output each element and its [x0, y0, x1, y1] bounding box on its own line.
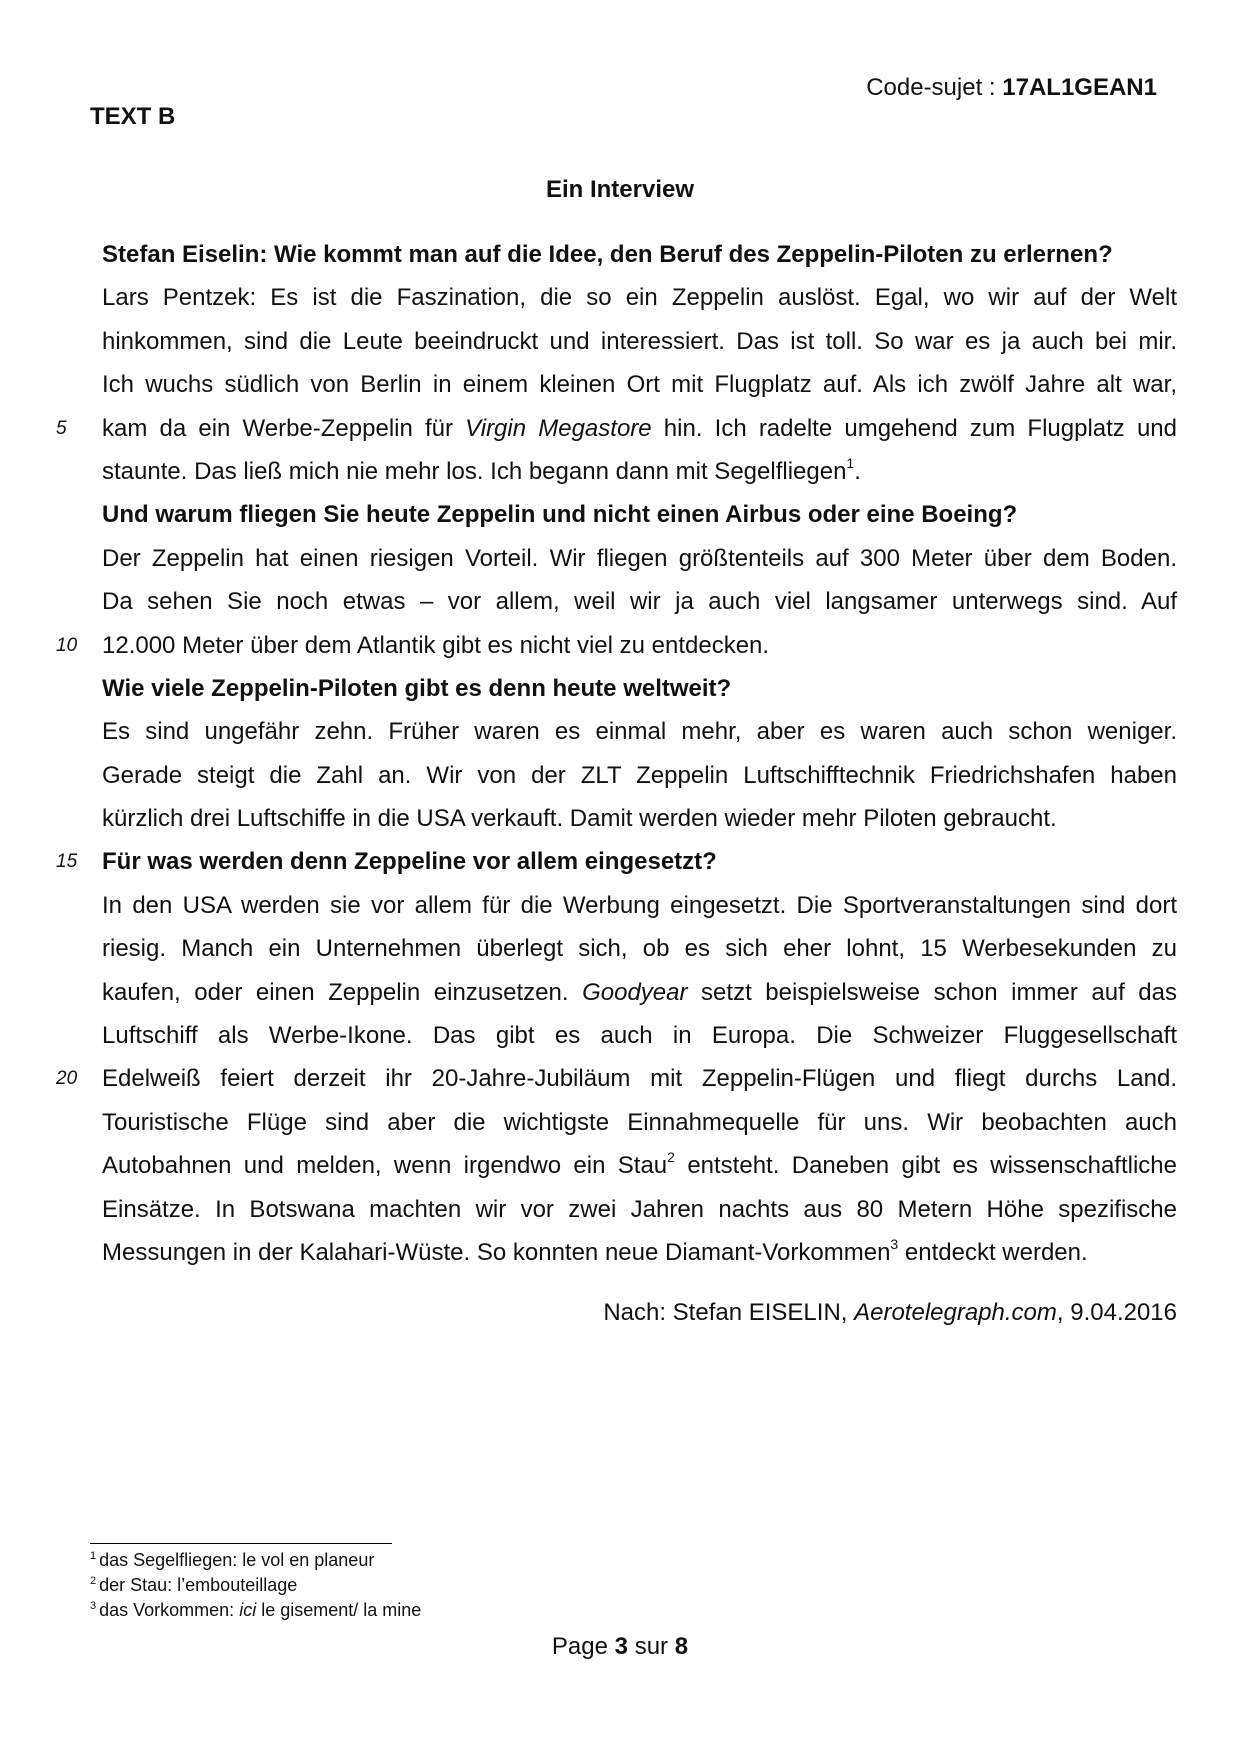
text-line: In den USA werden sie vor allem für die Werbung eingesetzt. Die Sportveranstaltungen sind dort — [102, 891, 1177, 919]
source-citation: Nach: Stefan EISELIN, Aerotelegraph.com, 9.04.2016 — [603, 1299, 1177, 1326]
source-site: Aerotelegraph.com — [854, 1299, 1057, 1326]
code-sujet-label: Code-sujet : — [866, 74, 996, 101]
footnote-ref: 2 — [667, 1149, 675, 1166]
text-line: kaufen, oder einen Zeppelin einzusetzen. Goodyear setzt beispielsweise schon immer auf das — [102, 978, 1177, 1006]
footnote: $^3$ das Vorkommen: ici le gisement/ la mine — [90, 1600, 422, 1620]
line-number: 10 — [56, 634, 78, 656]
text-line: Ich wuchs südlich von Berlin in einem kleinen Ort mit Flugplatz auf. Als ich zwölf Jahre alt war, — [102, 371, 1177, 399]
footnote: $^1$ das Segelfliegen: le vol en planeur — [90, 1550, 375, 1570]
footnote: $^2$ der Stau: l’embouteillage — [90, 1575, 298, 1595]
interview-body — [56, 233, 1178, 1274]
question-line: Und warum fliegen Sie heute Zeppelin und nicht einen Airbus oder eine Boeing? — [102, 501, 1018, 529]
page-number: Page 3 sur 8 — [551, 1633, 689, 1660]
text-line: Autobahnen und melden, wenn irgendwo ein Stau$^2$ entsteht. Daneben gibt es wissenschaftliche — [102, 1149, 1177, 1180]
text-line: Der Zeppelin hat einen riesigen Vorteil. Wir fliegen größtenteils auf 300 Meter über dem Boden. — [102, 544, 1177, 572]
footnote-divider — [90, 1543, 392, 1544]
line-number: 5 — [56, 417, 67, 439]
section-label: TEXT B — [90, 103, 176, 130]
text-line: Touristische Flüge sind aber die wichtigste Einnahmequelle für uns. Wir beobachten auch — [102, 1108, 1177, 1136]
text-line: riesig. Manch ein Unternehmen überlegt sich, ob es sich eher lohnt, 15 Werbesekunden zu — [102, 935, 1177, 963]
text-line: hinkommen, sind die Leute beeindruckt und interessiert. Das ist toll. So war es ja auch bei mir. — [102, 327, 1177, 355]
question-line: Stefan Eiselin: Wie kommt man auf die Idee, den Beruf des Zeppelin-Piloten zu erlernen? — [102, 241, 1113, 268]
line-number: 15 — [56, 851, 78, 873]
code-sujet-value: 17AL1GEAN1 — [1002, 74, 1157, 101]
text-line: 20 Edelweiß feiert derzeit ihr 20-Jahre-Jubiläum mit Zeppelin-Flügen und fliegt durchs Land. — [102, 1057, 1177, 1100]
text-line: 10 12.000 Meter über dem Atlantik gibt es nicht viel zu entdecken. — [102, 624, 1177, 667]
text-line: Es sind ungefähr zehn. Früher waren es einmal mehr, aber es waren auch schon weniger. — [102, 718, 1177, 746]
text-line: Luftschiff als Werbe-Ikone. Das gibt es auch in Europa. Die Schweizer Fluggesellschaft — [102, 1022, 1177, 1050]
footnote-ref: 1 — [846, 454, 855, 471]
question-line: Wie viele Zeppelin-Piloten gibt es denn heute weltweit? — [102, 674, 732, 702]
text-line: staunte. Das ließ mich nie mehr los. Ich begann dann mit Segelfliegen$^1$. — [102, 454, 861, 485]
text-line: Da sehen Sie noch etwas – vor allem, weil wir ja auch viel langsamer unterwegs sind. Auf — [102, 588, 1177, 616]
text-line: Einsätze. In Botswana machten wir vor zwei Jahren nachts aus 80 Metern Höhe spezifische — [102, 1195, 1177, 1223]
text-line: Messungen in der Kalahari-Wüste. So konnten neue Diamant-Vorkommen$^3$ entdeckt werden. — [102, 1235, 1088, 1266]
text-line: Lars Pentzek: Es ist die Faszination, die so ein Zeppelin auslöst. Egal, wo wir auf der Welt — [102, 284, 1177, 312]
text-line: kürzlich drei Luftschiffe in die USA verkauft. Damit werden wieder mehr Piloten gebraucht. — [102, 805, 1057, 833]
text-line: Gerade steigt die Zahl an. Wir von der ZLT Zeppelin Luftschifftechnik Friedrichshafen haben — [102, 761, 1177, 789]
footnotes — [90, 1548, 421, 1623]
page-title: Ein Interview — [545, 176, 695, 203]
code-sujet — [866, 74, 1157, 102]
question-line: 15 Für was werden denn Zeppeline vor allem eingesetzt? — [102, 840, 1177, 883]
italic-brand: Virgin Megastore — [465, 414, 652, 442]
line-number: 20 — [56, 1068, 78, 1090]
text-line: 5 kam da ein Werbe-Zeppelin für Virgin Megastore hin. Ich radelte umgehend zum Flugplatz und — [102, 407, 1177, 450]
italic-brand: Goodyear — [582, 978, 688, 1006]
footnote-ref: 3 — [890, 1235, 899, 1252]
